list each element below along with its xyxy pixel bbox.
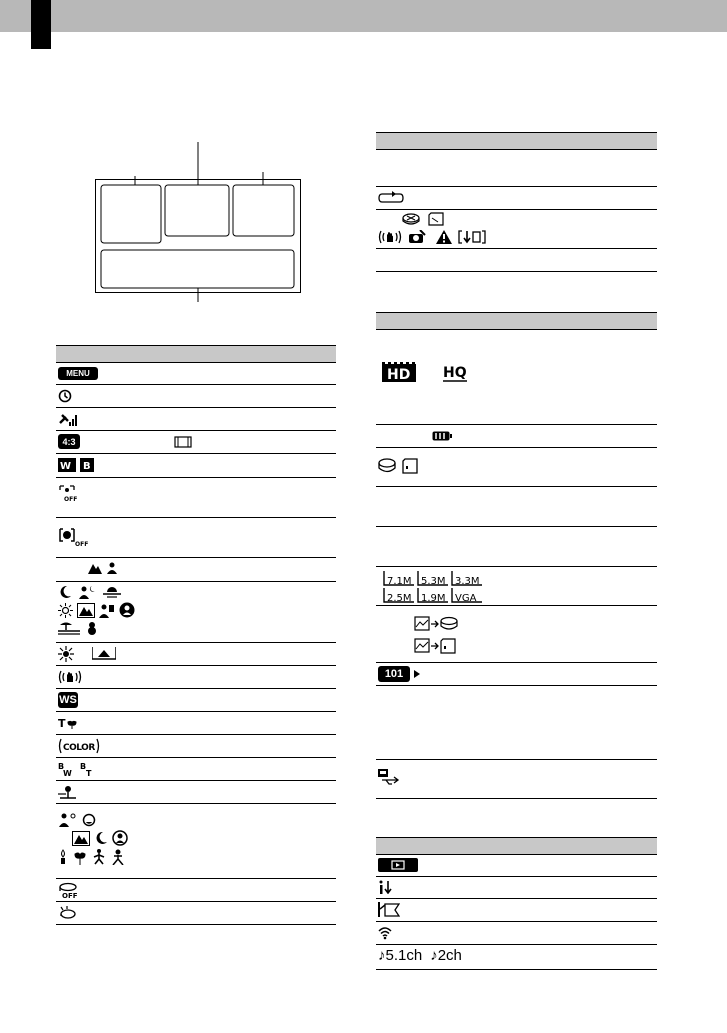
hd-quality-icon [382,362,416,384]
table-right-bottom [376,837,657,970]
intelligent-auto-icons [58,812,128,865]
gps-signal-icon [58,411,80,427]
copy-to-media-icons [414,616,466,654]
memory-card-warning-icon [428,212,444,226]
face-detection-off-icon [58,484,78,504]
self-timer-icon [58,389,72,403]
tripod-icon [111,849,125,865]
bw-icon [58,761,76,776]
landscape-auto-icon [72,831,90,846]
svg-text:3.3M: 3.3M [455,576,480,586]
region-upper-right [233,185,294,236]
table-row [376,855,657,877]
play-arrow-icon [414,670,420,678]
copy-to-internal-memory-icon [414,616,466,632]
section-tab [31,0,51,49]
table-row [376,899,657,922]
image-size-5.3m-icon [416,570,450,586]
svg-text:W: W [63,769,72,776]
table-right-mid [376,312,657,799]
table-row [56,385,336,408]
wifi-icon [378,926,392,940]
table-row [56,781,336,804]
one-push-icon [92,647,116,661]
svg-text:T: T [58,717,66,730]
portrait-auto-icon [58,812,76,827]
svg-text:OFF: OFF [64,496,78,503]
table-right-top [376,132,657,272]
table-row [56,582,336,643]
warning-icon [436,230,452,244]
audio-2ch-icon: ♪2ch [430,947,462,964]
menu-icon: MENU [58,367,98,380]
table-row [56,712,336,735]
snow-portrait-icon [119,602,135,618]
hq-quality-icon [442,363,468,383]
image-size-1.9m-icon [416,587,450,603]
table-row [56,902,336,925]
table-row [56,689,336,712]
wide-select-icon-b [80,458,94,472]
copy-to-memory-card-icon [414,638,466,654]
table-header [376,132,657,150]
smile-shutter-off-icon [58,527,88,547]
table-row [56,518,336,558]
table-row [56,363,336,385]
audio-5.1ch-icon: ♪5.1ch [378,947,423,964]
beach-icon [58,621,80,635]
table-row [56,454,336,478]
night-scene-icon [58,585,72,599]
film-frame-icon [174,436,192,448]
wind-noise-icon [58,784,78,800]
region-bottom [101,250,294,288]
wide-select-icon-a [58,458,76,472]
header-bar [0,0,727,32]
table-row [56,666,336,689]
media-warning-icons [378,212,486,244]
wide-select-icon: WS [59,694,77,706]
image-size-2.5m-icon [382,587,416,603]
svg-text:1.9M: 1.9M [421,593,446,603]
usb-icon [378,769,400,787]
svg-text:5.3M: 5.3M [421,576,446,586]
table-row [376,527,657,567]
screen-layout-diagram [95,142,305,302]
table-row [376,210,657,249]
mountain-icon [88,562,102,574]
table-left [56,345,336,925]
low-light-icon [58,849,68,865]
spotlight-auto-icon [112,830,128,846]
table-row [56,408,336,431]
table-row [376,945,657,970]
svg-text:W: W [60,461,72,472]
write-protect-icon [458,230,486,244]
table-row [376,663,657,686]
landscape-icon [77,603,95,618]
table-row [56,758,336,781]
night-portrait-icon [78,585,96,599]
aspect-ratio-icon: 4:3 [58,434,80,449]
outdoor-icon [58,646,74,662]
auto-off-icon [58,882,82,899]
table-row [376,567,657,606]
table-row [376,448,657,487]
playback-icon [378,858,418,872]
svg-text:VGA: VGA [455,593,477,603]
repeat-icon [378,191,404,205]
svg-text:T: T [86,769,92,776]
table-row [376,330,657,425]
table-row [56,879,336,902]
internal-memory-warning-icon [402,212,420,226]
spotlight-icon [99,603,115,618]
fireworks-icon [58,603,73,618]
image-size-3.3m-icon [450,570,484,586]
table-row [376,487,657,527]
svg-text:HD: HD [387,367,411,383]
tele-macro-icon [58,716,78,730]
region-upper-left [101,185,161,243]
svg-text:B: B [58,762,65,771]
region-upper-center [165,185,229,236]
svg-text:HQ: HQ [443,365,467,381]
sepia-icon [80,761,98,776]
scene-selection-icons [58,585,135,635]
table-row [376,877,657,899]
table-row [376,249,657,272]
table-header [376,837,657,855]
sunset-icon [102,585,122,599]
table-row [376,187,657,210]
table-header [376,312,657,330]
table-row [376,760,657,799]
table-row [56,478,336,518]
table-header [56,345,336,363]
macro-icon [73,850,87,865]
memory-card-icon [402,458,418,474]
table-row [376,425,657,448]
flash-warning-icon [408,230,426,244]
table-row [56,735,336,758]
table-row [376,686,657,760]
wind-cut-icon [378,902,400,917]
table-row [56,643,336,666]
table-row [56,431,336,454]
data-code-icon [378,880,392,894]
image-size-7.1m-icon [382,570,416,586]
table-row [376,606,657,663]
svg-text:COLOR: COLOR [63,743,95,753]
baby-icon [82,813,96,827]
folder-icon: 101 [378,666,410,682]
camera-shake-warning-icon [378,230,402,244]
steadyshot-icon [58,670,82,684]
portrait-icon [106,562,118,574]
battery-icon [432,431,452,441]
table-row [56,558,336,582]
snow-icon [86,621,98,635]
svg-text:B: B [83,461,91,472]
svg-text:2.5M: 2.5M [387,593,412,603]
svg-text:B: B [80,762,87,771]
image-size-vga-icon [450,587,484,603]
walking-icon [92,849,106,865]
table-row [376,922,657,945]
table-row [376,150,657,187]
table-row [56,804,336,879]
svg-text:7.1M: 7.1M [387,576,412,586]
drop-sensor-icon [58,905,78,921]
color-icon [58,738,100,754]
svg-text:OFF: OFF [62,892,78,899]
svg-text:OFF: OFF [75,541,88,547]
night-auto-icon [94,831,108,845]
internal-memory-icon [378,458,396,474]
image-size-icons [382,570,484,603]
